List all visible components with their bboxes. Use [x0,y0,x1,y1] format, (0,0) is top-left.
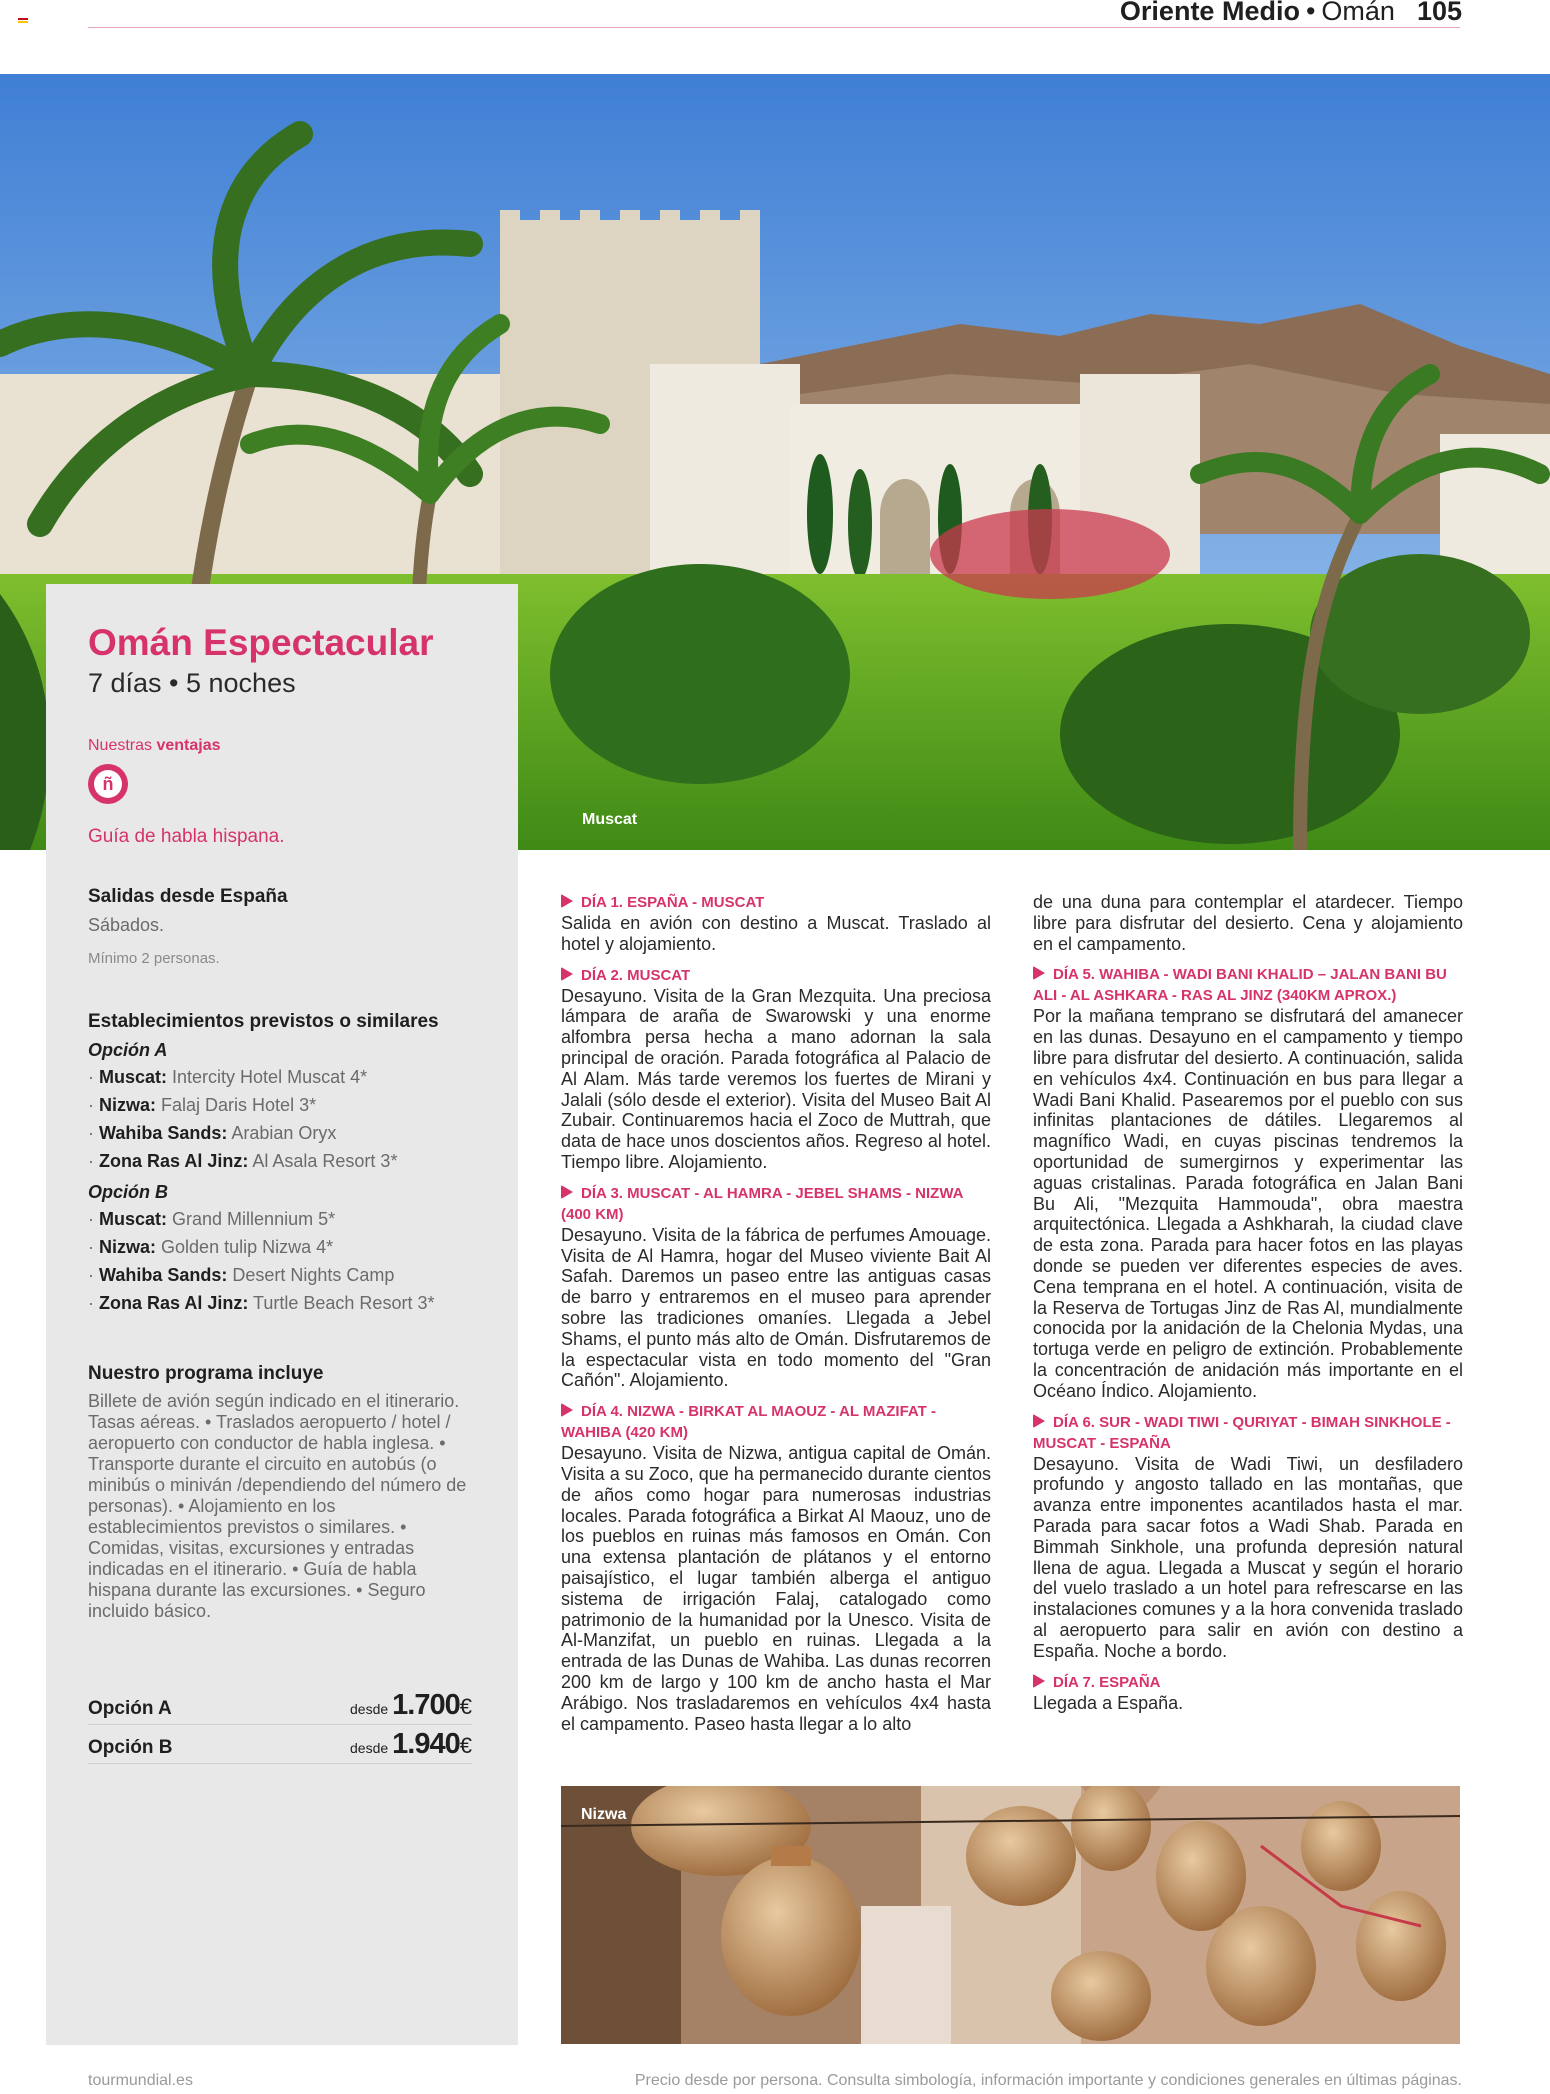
tour-title: Omán Espectacular [88,622,434,663]
day-marker-icon [1033,966,1045,980]
price-label: Opción A [88,1698,172,1719]
hero-caption: Muscat [582,811,638,828]
hotels-section [88,1011,488,1317]
day-text: Desayuno. Visita de Wadi Tiwi, un desfiladero profundo y angosto tallado en las montañas, que avanza entre imponentes acantilados hasta el mar. Parada para sacar fotos a Wadi Shab. Parada en Bimmah Sinkhole, una profunda depresión natural llena de agua. Llegada a Muscat y según el horario del vuelo traslado a un hotel para refrescarse en las instalaciones comunes y a la hora convenida traslado al aeropuerto para salir en avión con destino a España. Noche a bordo. [1033,1453,1463,1661]
hotel-item: · Nizwa: Falaj Daris Hotel 3* [88,1095,317,1115]
price-label: Opción B [88,1737,173,1758]
day-text: Salida en avión con destino a Muscat. Traslado al hotel y alojamiento. [561,913,991,954]
departures-section [88,886,488,967]
header-rule [88,27,1460,28]
day-heading: DÍA 6. SUR - WADI TIWI - QURIYAT - BIMAH SINKHOLE - MUSCAT - ESPAÑA [1033,1413,1451,1452]
includes-section [88,1363,468,1622]
day-marker-icon [1033,1414,1045,1428]
day-text: Por la mañana temprano se disfrutará del amanecer en las dunas. Desayuno en el campamento y tiempo libre para disfrutar del desierto. A continuación, salida en vehículos 4x4. Continuación en bus para llegar a Wadi Bani Khalid. Pasearemos por el pueblo con sus infinitas plantaciones de dátiles. Llegaremos al magnífico Wadi, en cuyas piscinas tendremos la oportunidad de sumergirnos y experimentar las aguas cristalinas. Parada fotográfica en Jalan Bani Bu Ali, "Mezquita Hammouda", obra maestra arquitectónica. Llegada a Ashkharah, la ciudad clave de esta zona. Parada para hacer fotos en las playas donde se pueden ver diferentes especies de aves. Cena temprana en el hotel. A continuación, visita de la Reserva de Tortugas Jinz de Ras Al, mundialmente conocida por la anidación de la Chelonia Mydas, una tortuga verde en peligro de extinción. Probablemente la concentración de anidación más importante en el Océano Índico. Alojamiento. [1033,1006,1463,1401]
hotel-item: · Wahiba Sands: Arabian Oryx [88,1123,337,1143]
guide-icon-glyph: ñ [94,770,122,798]
day-text: Desayuno. Visita de la Gran Mezquita. Una preciosa lámpara de araña de Swarowski y una enorme alfombra persa hecha a mano adornan la sala principal de oración. Parada fotográfica al Palacio de Al Alam. Más tarde veremos los fuertes de Mirani y Jalali (sólo desde el exterior). Visita del Museo Bait Al Zubair. Continuaremos hacia el Zoco de Muttrah, que data de hace unos doscientos años. Regreso al hotel. Tiempo libre. Alojamiento. [561,985,991,1172]
day-heading: DÍA 7. ESPAÑA [1033,1672,1463,1693]
price-value: desde 1.940€ [350,1728,472,1760]
footer-note: Precio desde por persona. Consulta simbología, información importante y condiciones generales en últimas páginas. [634,2072,1462,2089]
day-marker-icon [1033,1674,1045,1688]
day-heading: DÍA 3. MUSCAT - AL HAMRA - JEBEL SHAMS - NIZWA (400 KM) [561,1184,963,1223]
photo-nizwa-pottery [561,1786,1460,2044]
day-marker-icon [561,1403,573,1417]
tour-duration: 7 días • 5 noches [88,668,296,698]
day-text: de una duna para contemplar el atardecer. Tiempo libre para disfrutar del desierto. Cena y alojamiento en el campamento. [1033,892,1463,954]
photo2-caption: Nizwa [581,1806,627,1823]
itinerary-column-2 [1033,892,1463,1723]
day-text: Llegada a España. [1033,1692,1184,1713]
spanish-guide-icon [88,764,128,804]
hotel-item: · Zona Ras Al Jinz: Al Asala Resort 3* [88,1151,398,1171]
page-header [1120,0,1462,27]
departures-heading: Salidas desde España [88,886,288,907]
includes-heading: Nuestro programa incluye [88,1363,324,1384]
guide-text: Guía de habla hispana. [88,826,285,847]
hotel-item: · Muscat: Grand Millennium 5* [88,1209,336,1229]
day-text: Desayuno. Visita de la fábrica de perfumes Amouage. Visita de Al Hamra, hogar del Museo viviente Bait Al Safah. Daremos un paseo entre las antiguas casas de barro y entraremos en el museo para aprender sobre las tradiciones omaníes. Llegada a Jebel Shams, el punto más alto de Omán. Disfrutaremos de la espectacular vista en todo momento del "Gran Cañón". Alojamiento. [561,1224,991,1391]
hotel-item: · Muscat: Intercity Hotel Muscat 4* [88,1067,368,1087]
price-row [88,1727,472,1764]
header-separator: • [1305,0,1316,26]
hotel-option-label: Opción A [88,1040,168,1060]
hotels-heading: Establecimientos previstos o similares [88,1011,439,1032]
day-heading: DÍA 4. NIZWA - BIRKAT AL MAOUZ - AL MAZIFAT - WAHIBA (420 KM) [561,1403,936,1442]
advantages-prefix: Nuestras [88,737,153,754]
header-country: Omán [1321,0,1395,26]
day-heading: DÍA 2. MUSCAT [561,965,991,986]
advantages-label [88,737,221,755]
hotel-item: · Zona Ras Al Jinz: Turtle Beach Resort 3* [88,1293,435,1313]
day-marker-icon [561,967,573,981]
day-heading: DÍA 5. WAHIBA - WADI BANI KHALID – JALAN BANI BU ALI - AL ASHKARA - RAS AL JINZ (340KM APROX.) [1033,966,1447,1005]
hotel-item: · Nizwa: Golden tulip Nizwa 4* [88,1237,334,1257]
itinerary-column-1 [561,892,991,1744]
day-marker-icon [561,1185,573,1199]
departure-days: Sábados. [88,915,165,935]
price-row [88,1688,472,1725]
minimum-people: Mínimo 2 personas. [88,950,220,967]
website-link[interactable]: tourmundial.es [88,2072,193,2089]
header-region: Oriente Medio [1119,0,1300,26]
includes-text: Billete de avión según indicado en el itinerario. Tasas aéreas. • Traslados aeropuerto / hotel / aeropuerto con conductor de habla inglesa. • Transporte durante el circuito en autobús (o minibús o miniván /dependiendo del número de personas). • Alojamiento en los establecimientos previstos o similares. • Comidas, visitas, excursiones y entradas indicadas en el itinerario. • Guía de habla hispana durante las excursiones. • Seguro incluido básico. [88,1391,467,1621]
price-value: desde 1.700€ [350,1689,472,1721]
day-heading: DÍA 1. ESPAÑA - MUSCAT [561,892,991,913]
day-text: Desayuno. Visita de Nizwa, antigua capital de Omán. Visita a su Zoco, que ha permanecido durante cientos de años como hogar para numerosas industrias locales. Parada fotográfica a Birkat Al Maouz, uno de los pueblos en ruinas más famosos en Omán. Con una extensa plantación de plátanos y el entorno paisajístico, el lugar también alberga el antiguo sistema de irrigación Falaj, catalogado como patrimonio de la humanidad por la Unesco. Visita de Al-Manzifat, un pueblo en ruinas. Llegada a la entrada de las Dunas de Wahiba. Las dunas recorren 200 km de largo y 100 km de ancho hasta el Mar Arábigo. Nos trasladaremos en vehículos 4x4 hasta el campamento. Paseo hasta llegar a lo alto [561,1443,991,1734]
day-marker-icon [561,894,573,908]
advantages-highlight: ventajas [156,737,221,754]
page-number: 105 [1416,0,1462,26]
hotel-option-label: Opción B [88,1182,168,1202]
spain-flag-icon [18,18,28,25]
hotel-item: · Wahiba Sands: Desert Nights Camp [88,1265,395,1285]
